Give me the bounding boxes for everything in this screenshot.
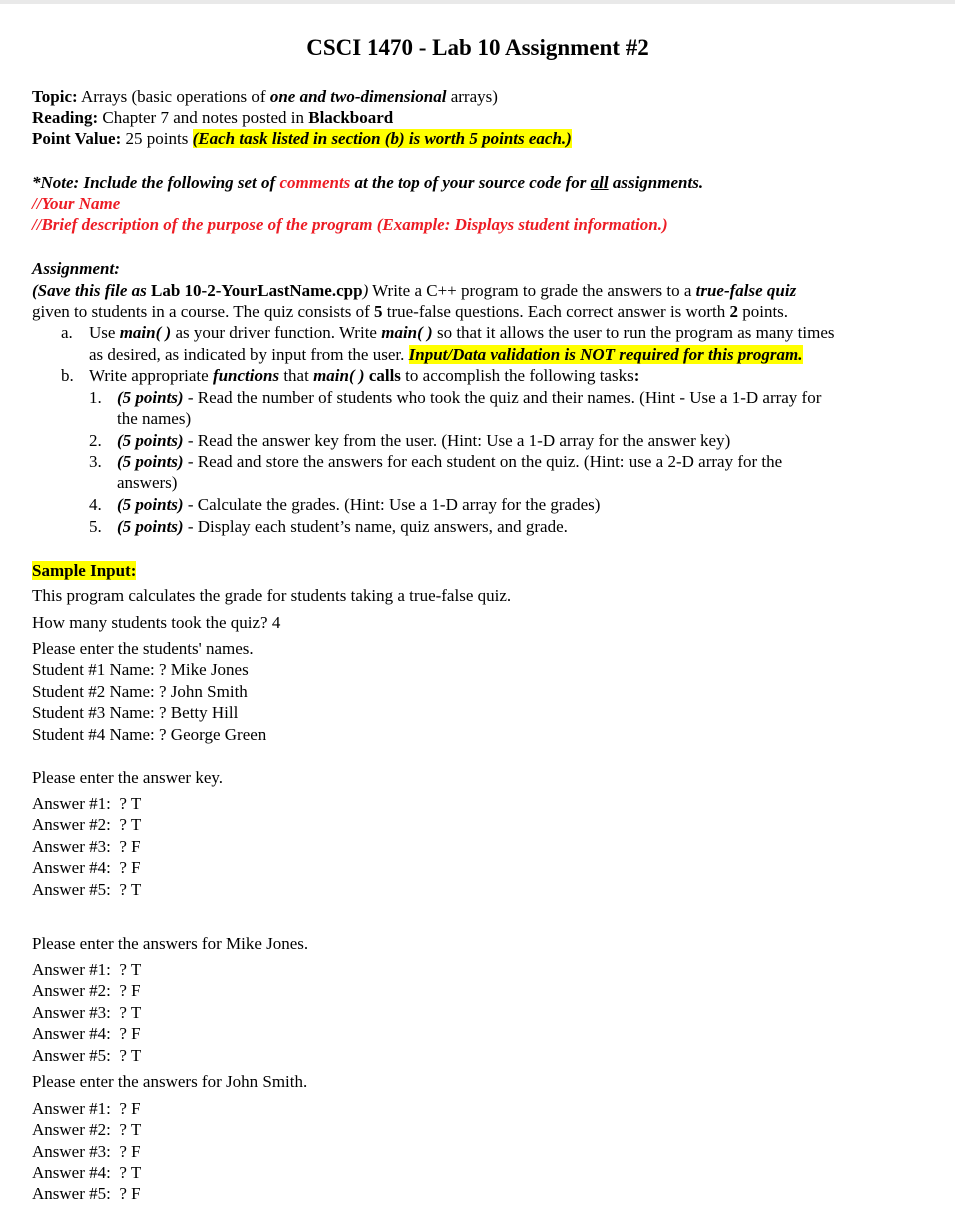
sample-input-heading: Sample Input: xyxy=(32,561,137,580)
task-3-number: 3. xyxy=(89,452,102,471)
sample-enter-key: Please enter the answer key. xyxy=(32,768,224,787)
point-value-label: Point Value: xyxy=(32,129,122,148)
sample-key-1: Answer #1: ? T xyxy=(32,794,142,813)
note-line: *Note: Include the following set of comments at the top of your source code for all assignments. xyxy=(32,173,704,192)
sample-key-3: Answer #3: ? F xyxy=(32,837,141,856)
task-2-number: 2. xyxy=(89,431,102,450)
points-highlight: (Each task listed in section (b) is worth 5 points each.) xyxy=(192,129,572,148)
assignment-heading: Assignment: xyxy=(32,259,120,278)
comment-description: //Brief description of the purpose of the program (Example: Displays student information.) xyxy=(32,215,668,234)
sample-mike-3: Answer #3: ? T xyxy=(32,1003,142,1022)
validation-highlight: Input/Data validation is NOT required for this program. xyxy=(408,345,803,364)
sample-how-many: How many students took the quiz? 4 xyxy=(32,613,281,632)
task-1-number: 1. xyxy=(89,388,102,407)
sample-intro: This program calculates the grade for students taking a true-false quiz. xyxy=(32,586,512,605)
sample-name-3: Student #3 Name: ? Betty Hill xyxy=(32,703,239,722)
task-5: (5 points) - Display each student’s name, quiz answers, and grade. xyxy=(117,517,568,536)
item-b-marker: b. xyxy=(61,366,74,385)
task-4: (5 points) - Calculate the grades. (Hint: Use a 1-D array for the grades) xyxy=(117,495,601,514)
page-title: CSCI 1470 - Lab 10 Assignment #2 xyxy=(306,35,649,60)
sample-name-1: Student #1 Name: ? Mike Jones xyxy=(32,660,249,679)
item-a-line2: as desired, as indicated by input from the user. Input/Data validation is NOT required for this program. xyxy=(89,345,803,364)
sample-john-3: Answer #3: ? F xyxy=(32,1142,141,1161)
sample-john-1: Answer #1: ? F xyxy=(32,1099,141,1118)
task-2: (5 points) - Read the answer key from the user. (Hint: Use a 1-D array for the answer key) xyxy=(117,431,731,450)
comment-your-name: //Your Name xyxy=(32,194,121,213)
assignment-desc-line2: given to students in a course. The quiz consists of 5 true-false questions. Each correct answer is worth 2 points. xyxy=(32,302,789,321)
task-3-cont: answers) xyxy=(117,473,178,492)
sample-enter-names: Please enter the students' names. xyxy=(32,639,254,658)
task-4-number: 4. xyxy=(89,495,102,514)
sample-enter-john: Please enter the answers for John Smith. xyxy=(32,1072,308,1091)
task-3: (5 points) - Read and store the answers for each student on the quiz. (Hint: use a 2-D array for the xyxy=(117,452,783,471)
item-b-line: Write appropriate functions that main( ) calls to accomplish the following tasks: xyxy=(89,366,640,385)
sample-mike-1: Answer #1: ? T xyxy=(32,960,142,979)
sample-john-4: Answer #4: ? T xyxy=(32,1163,142,1182)
item-a-marker: a. xyxy=(61,323,73,342)
assignment-desc-line1: (Save this file as Lab 10-2-YourLastName.cpp) Write a C++ program to grade the answers to a true-false quiz xyxy=(32,281,797,300)
sample-john-5: Answer #5: ? F xyxy=(32,1184,141,1203)
task-5-number: 5. xyxy=(89,517,102,536)
sample-mike-2: Answer #2: ? F xyxy=(32,981,141,1000)
sample-key-2: Answer #2: ? T xyxy=(32,815,142,834)
sample-mike-5: Answer #5: ? T xyxy=(32,1046,142,1065)
sample-john-2: Answer #2: ? T xyxy=(32,1120,142,1139)
reading-label: Reading: xyxy=(32,108,99,127)
task-1: (5 points) - Read the number of students who took the quiz and their names. (Hint - Use a 1-D array for xyxy=(117,388,822,407)
sample-enter-mike: Please enter the answers for Mike Jones. xyxy=(32,934,309,953)
topic-label: Topic: xyxy=(32,87,78,106)
task-1-cont: the names) xyxy=(117,409,192,428)
sample-mike-4: Answer #4: ? F xyxy=(32,1024,141,1043)
point-value-line: Point Value: 25 points (Each task listed in section (b) is worth 5 points each.) xyxy=(32,129,572,148)
sample-key-4: Answer #4: ? F xyxy=(32,858,141,877)
top-border xyxy=(0,0,955,4)
topic-line: Topic: Arrays (basic operations of one and two-dimensional arrays) xyxy=(32,87,498,106)
save-filename: Lab 10-2-YourLastName.cpp xyxy=(151,281,363,300)
sample-key-5: Answer #5: ? T xyxy=(32,880,142,899)
sample-name-4: Student #4 Name: ? George Green xyxy=(32,725,267,744)
reading-line: Reading: Chapter 7 and notes posted in Blackboard xyxy=(32,108,394,127)
sample-name-2: Student #2 Name: ? John Smith xyxy=(32,682,248,701)
item-a-line1: Use main( ) as your driver function. Write main( ) so that it allows the user to run the program as many times xyxy=(89,323,835,342)
